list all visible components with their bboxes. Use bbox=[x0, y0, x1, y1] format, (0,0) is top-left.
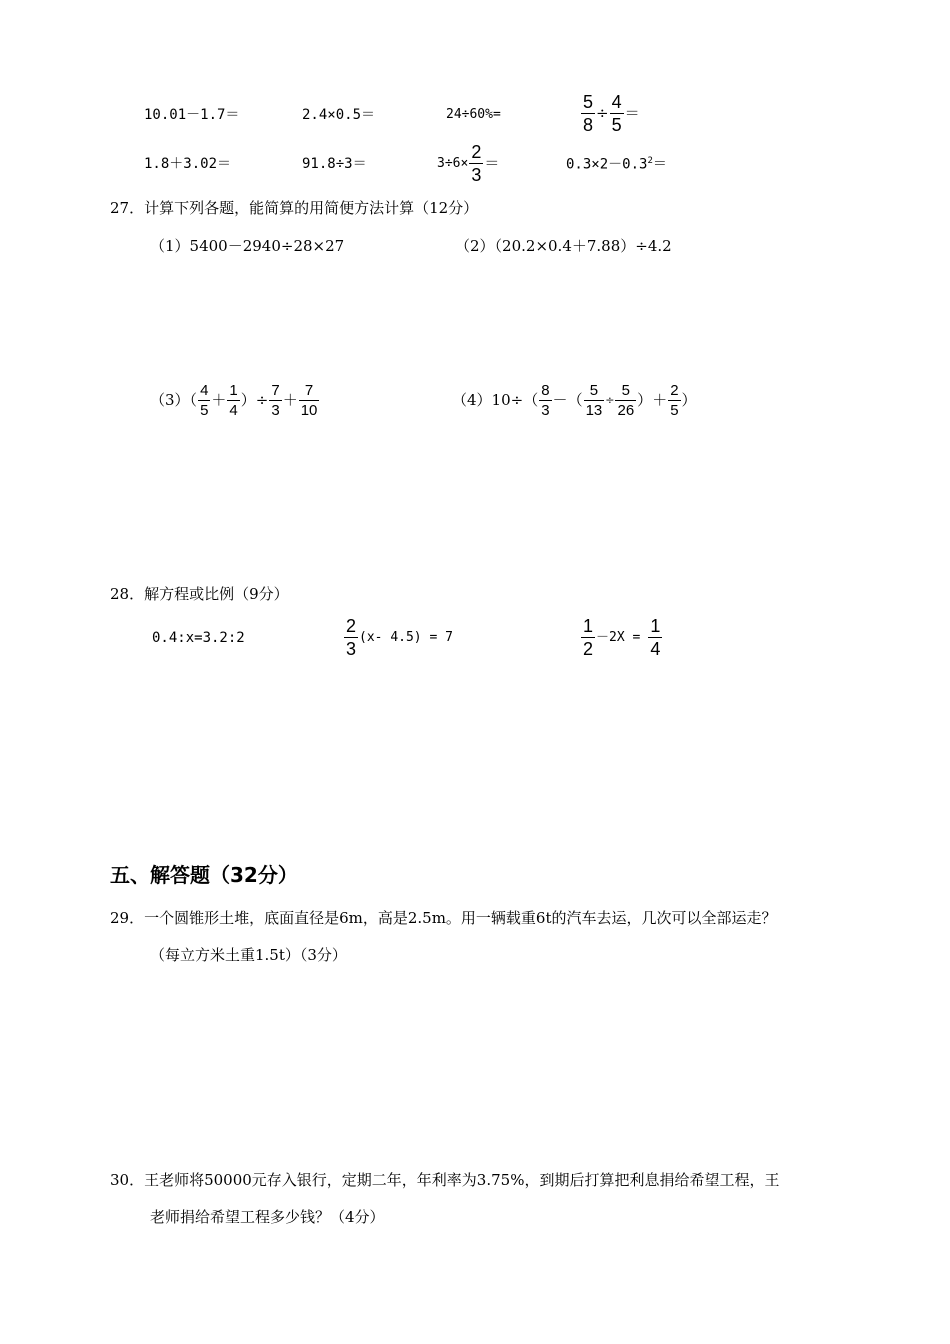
q28-equation3 bbox=[580, 617, 663, 658]
q27-title: 27．计算下列各题，能简算的用简便方法计算（12分） bbox=[110, 199, 479, 217]
fraction bbox=[668, 383, 680, 418]
denominator: 5 bbox=[200, 402, 209, 419]
denominator: 26 bbox=[617, 402, 635, 419]
equation-rest: (x- 4.5) = 7 bbox=[359, 630, 453, 645]
expression-prefix: 3÷6× bbox=[437, 156, 469, 171]
numerator: 2 bbox=[346, 616, 357, 636]
numerator: 4 bbox=[611, 92, 622, 112]
denominator: 10 bbox=[300, 402, 318, 419]
q27-part3 bbox=[150, 383, 320, 418]
numerator: 1 bbox=[650, 616, 661, 636]
denominator: 4 bbox=[229, 402, 238, 419]
oral-r2-e2: 91.8÷3＝ bbox=[302, 156, 367, 172]
paren-left: （ bbox=[189, 391, 198, 409]
numerator: 2 bbox=[471, 142, 482, 162]
paren-right: ） bbox=[681, 391, 697, 409]
denominator: 13 bbox=[585, 402, 603, 419]
equals: ＝ bbox=[484, 154, 500, 172]
denominator: 8 bbox=[583, 115, 594, 135]
oral-r1-e1: 10.01－1.7＝ bbox=[144, 107, 240, 123]
fraction bbox=[610, 93, 624, 134]
denominator: 3 bbox=[541, 402, 550, 419]
denominator: 4 bbox=[650, 639, 661, 659]
operator: ＋ bbox=[652, 391, 668, 409]
oral-r2-e3 bbox=[437, 143, 499, 184]
numerator: 5 bbox=[589, 382, 599, 399]
fraction bbox=[269, 383, 281, 418]
fraction bbox=[581, 617, 595, 658]
fraction bbox=[299, 383, 320, 418]
numerator: 1 bbox=[583, 616, 594, 636]
operator: ＋ bbox=[211, 391, 227, 409]
q29-line1: 29．一个圆锥形土堆，底面直径是6m，高是2.5m。用一辆载重6t的汽车去运，几次可以全部运走？ bbox=[110, 909, 777, 927]
numerator: 7 bbox=[271, 382, 280, 399]
fraction bbox=[227, 383, 239, 418]
q27-part2: （2）（20.2×0.4＋7.88）÷4.2 bbox=[455, 237, 672, 255]
oral-r2-e1: 1.8＋3.02＝ bbox=[144, 156, 232, 172]
denominator: 5 bbox=[670, 402, 679, 419]
numerator: 1 bbox=[229, 382, 238, 399]
oral-r1-e4 bbox=[580, 93, 640, 134]
numerator: 4 bbox=[200, 382, 209, 399]
denominator: 2 bbox=[583, 639, 594, 659]
expression-base: 0.3×2－0.3 bbox=[566, 156, 648, 173]
q28-equation1: 0.4:x=3.2:2 bbox=[152, 630, 245, 646]
operator: ÷ bbox=[596, 104, 609, 122]
numerator: 8 bbox=[541, 382, 550, 399]
q29-line2: （每立方米土重1.5t）（3分） bbox=[150, 946, 347, 964]
denominator: 3 bbox=[271, 402, 280, 419]
paren-right: ） bbox=[240, 391, 256, 409]
q28-title: 28．解方程或比例（9分） bbox=[110, 585, 289, 603]
operator: ＋ bbox=[282, 391, 298, 409]
fraction bbox=[584, 383, 605, 418]
section-five-heading: 五、解答题（32分） bbox=[110, 863, 298, 887]
denominator: 5 bbox=[611, 115, 622, 135]
numerator: 2 bbox=[670, 382, 679, 399]
oral-r1-e3: 24÷60%= bbox=[446, 107, 501, 122]
denominator: 3 bbox=[471, 165, 482, 185]
equals: ＝ bbox=[624, 104, 640, 122]
q30-line1: 30．王老师将50000元存入银行，定期二年，年利率为3.75%，到期后打算把利息捐给希望工程，王 bbox=[110, 1171, 780, 1189]
oral-r1-e2: 2.4×0.5＝ bbox=[302, 107, 376, 123]
q28-equation2 bbox=[343, 617, 453, 658]
numerator: 7 bbox=[304, 382, 314, 399]
equation-middle: －2X = bbox=[596, 630, 641, 645]
paren-left: （ bbox=[567, 391, 583, 409]
fraction bbox=[581, 93, 595, 134]
operator: ÷ bbox=[255, 391, 269, 409]
q30-line2: 老师捐给希望工程多少钱？（4分） bbox=[150, 1208, 385, 1226]
q27-part4 bbox=[452, 383, 697, 418]
part-label: （4）10÷（ bbox=[452, 391, 539, 409]
exponent: 2 bbox=[647, 156, 653, 166]
operator: ÷ bbox=[605, 394, 615, 407]
fraction bbox=[469, 143, 483, 184]
operator: － bbox=[552, 391, 568, 409]
part-label: （3） bbox=[150, 391, 190, 409]
denominator: 3 bbox=[346, 639, 357, 659]
fraction bbox=[344, 617, 358, 658]
fraction bbox=[615, 383, 636, 418]
q27-part1: （1）5400－2940÷28×27 bbox=[150, 237, 345, 255]
fraction bbox=[539, 383, 551, 418]
paren-right: ） bbox=[637, 391, 653, 409]
fraction bbox=[648, 617, 662, 658]
numerator: 5 bbox=[621, 382, 630, 399]
fraction bbox=[198, 383, 210, 418]
equals: ＝ bbox=[652, 156, 667, 173]
oral-r2-e4 bbox=[566, 157, 667, 172]
numerator: 5 bbox=[583, 92, 594, 112]
